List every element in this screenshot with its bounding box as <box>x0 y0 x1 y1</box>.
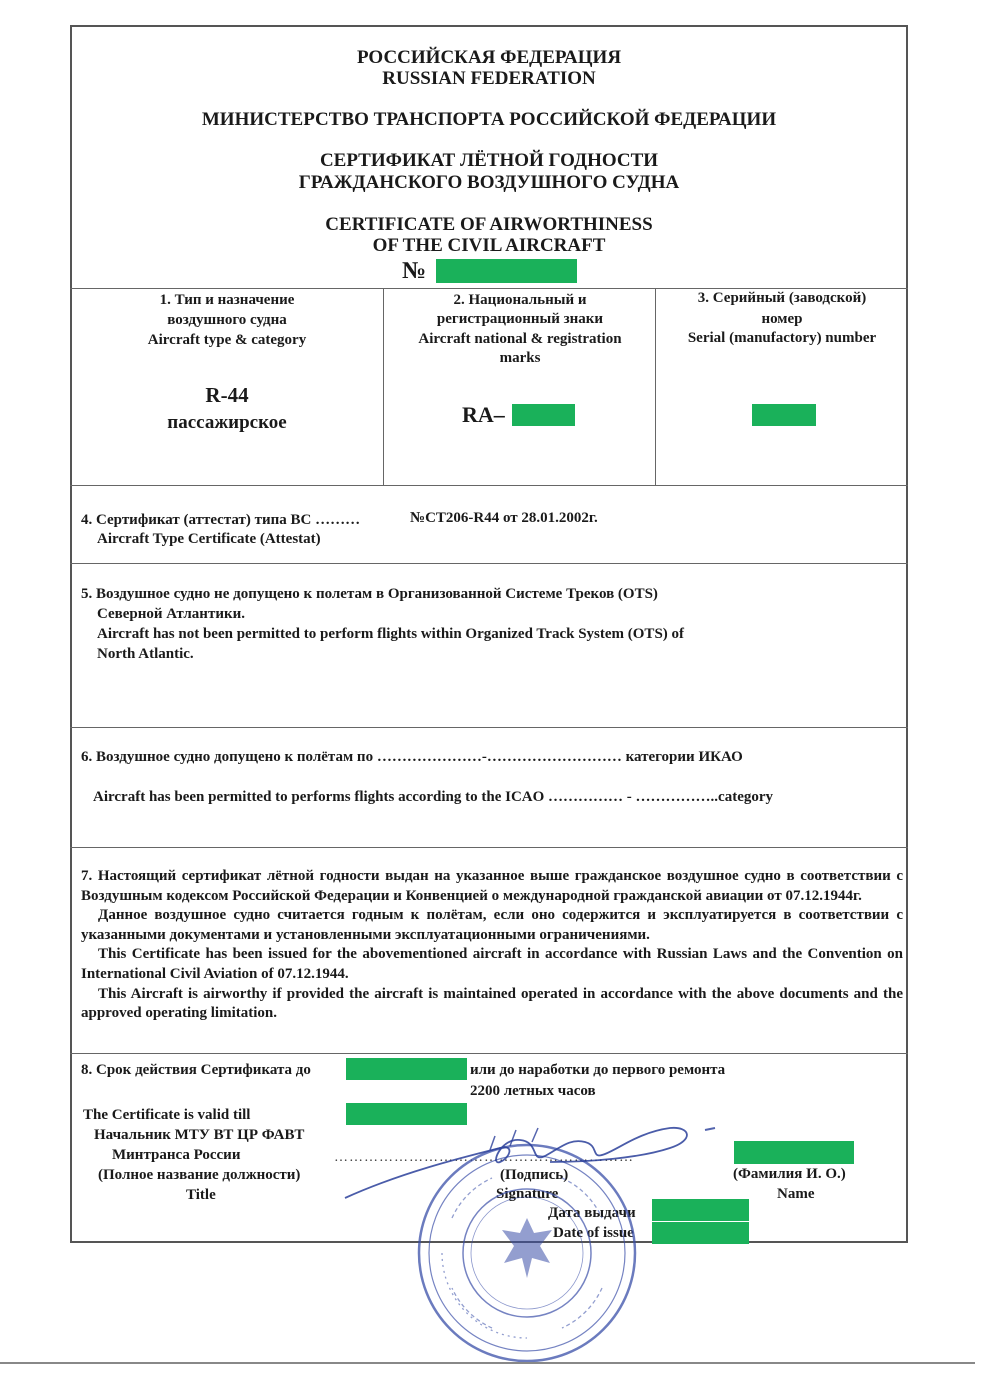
divider-section4 <box>70 485 908 486</box>
scan-edge-line <box>0 1362 975 1364</box>
box2-label-ru-2: регистрационный знаки <box>436 311 604 327</box>
valid-till-label-en: The Certificate is valid till <box>83 1107 251 1123</box>
signature-label-ru: (Подпись) <box>500 1167 569 1183</box>
redacted-certificate-number <box>436 259 577 283</box>
section7-paragraph-2: Данное воздушное судно считается годным к полётам, если оно содержится и эксплуатируется в соответствии с указанными документами и установленными эксплуатационными ограничениями. <box>81 907 903 943</box>
redacted-name <box>734 1141 854 1164</box>
flight-hours-text: 2200 летных часов <box>470 1083 596 1099</box>
redacted-validity-date <box>346 1058 467 1080</box>
name-label-en: Name <box>777 1186 815 1202</box>
section6-en: Aircraft has been permitted to performs flights according to the ICAO …………… - ……………..category <box>93 789 774 805</box>
signature-dotted-line: …………………………………………………… <box>334 1150 634 1165</box>
type-certificate-value: №СТ206-R44 от 28.01.2002г. <box>410 510 598 526</box>
position-label-ru: (Полное название должности) <box>98 1167 301 1183</box>
certificate-number-label: № <box>402 258 427 284</box>
section7-paragraph-3: This Certificate has been issued for the abovementioned aircraft in accordance with Russian Laws and the Convention on International Civil Aviation of 07.12.1944. <box>81 946 903 982</box>
divider-header <box>70 288 908 289</box>
divider-section7 <box>70 847 908 848</box>
section5-en-2: North Atlantic. <box>97 646 194 662</box>
section7-paragraph-4: This Aircraft is airworthy if provided the aircraft is maintained operated in accordance with the above documents and the approved operating limitation. <box>81 985 903 1022</box>
section7-text <box>81 867 903 1024</box>
box3-label-ru-1: 3. Серийный (заводской) <box>697 290 867 306</box>
box2-label-en-2: marks <box>499 350 541 366</box>
title-en-line2: OF THE CIVIL AIRCRAFT <box>372 235 606 256</box>
box3-label-en: Serial (manufactory) number <box>687 330 877 346</box>
section5-en-1: Aircraft has not been permitted to perform flights within Organized Track System (OTS) of <box>97 626 685 642</box>
official-title-1: Начальник МТУ ВТ ЦР ФАВТ <box>94 1127 305 1143</box>
box2-label-en-1: Aircraft national & registration <box>418 331 622 347</box>
box1-label-ru-2: воздушного судна <box>167 312 287 328</box>
eagle-emblem-icon <box>502 1218 552 1278</box>
box1-label-en: Aircraft type & category <box>147 332 307 348</box>
name-label-ru: (Фамилия И. О.) <box>733 1166 846 1182</box>
title-ru-line2: ГРАЖДАНСКОГО ВОЗДУШНОГО СУДНА <box>298 172 680 193</box>
title-ru-line1: СЕРТИФИКАТ ЛЁТНОЙ ГОДНОСТИ <box>319 150 659 171</box>
position-label-en: Title <box>186 1187 216 1203</box>
validity-label-ru: 8. Срок действия Сертификата до <box>81 1062 311 1078</box>
official-title-2: Минтранса России <box>112 1147 241 1163</box>
registration-prefix: RA– <box>462 402 505 427</box>
redacted-serial-number <box>752 404 816 426</box>
section7-paragraph-1: 7. Настоящий сертификат лётной годности выдан на указанное выше гражданское воздушное судно в соответствии с Воздушным кодексом Российской Федерации и Конвенцией о международной гражданской авиации от 07.12.1944г. <box>81 868 903 904</box>
divider-box1-box2 <box>383 288 384 485</box>
section5-ru-1: 5. Воздушное судно не допущено к полетам в Организованной Системе Треков (OTS) <box>81 586 658 602</box>
section4-label-en: Aircraft Type Certificate (Attestat) <box>97 531 321 547</box>
aircraft-type-value: R-44 <box>205 383 249 407</box>
handwritten-signature <box>340 1118 720 1208</box>
box2-label-ru-1: 2. Национальный и <box>453 292 587 308</box>
redacted-registration-number <box>512 404 575 426</box>
aircraft-category-value: пассажирское <box>167 412 287 433</box>
divider-section5 <box>70 563 908 564</box>
header-country-ru: РОССИЙСКАЯ ФЕДЕРАЦИЯ <box>356 47 622 68</box>
divider-section8 <box>70 1053 908 1054</box>
header-ministry: МИНИСТЕРСТВО ТРАНСПОРТА РОССИЙСКОЙ ФЕДЕРАЦИИ <box>201 109 777 130</box>
redacted-issue-date-2 <box>652 1222 749 1244</box>
section6-ru: 6. Воздушное судно допущено к полётам по …………………-……………………… категории ИКАО <box>81 749 743 765</box>
signature-label-en: Signature <box>496 1186 559 1202</box>
divider-section6 <box>70 727 908 728</box>
issue-date-label-en: Date of issue <box>553 1225 634 1241</box>
divider-box2-box3 <box>655 288 656 485</box>
or-until-text: или до наработки до первого ремонта <box>470 1062 726 1078</box>
box3-label-ru-2: номер <box>761 311 803 327</box>
section5-ru-2: Северной Атлантики. <box>97 606 245 622</box>
issue-date-label-ru: Дата выдачи <box>548 1205 636 1221</box>
box1-label-ru-1: 1. Тип и назначение <box>159 292 295 308</box>
section4-label-ru: 4. Сертификат (аттестат) типа ВС ……… <box>81 512 361 528</box>
header-country-en: RUSSIAN FEDERATION <box>382 68 596 89</box>
title-en-line1: CERTIFICATE OF AIRWORTHINESS <box>325 214 653 235</box>
